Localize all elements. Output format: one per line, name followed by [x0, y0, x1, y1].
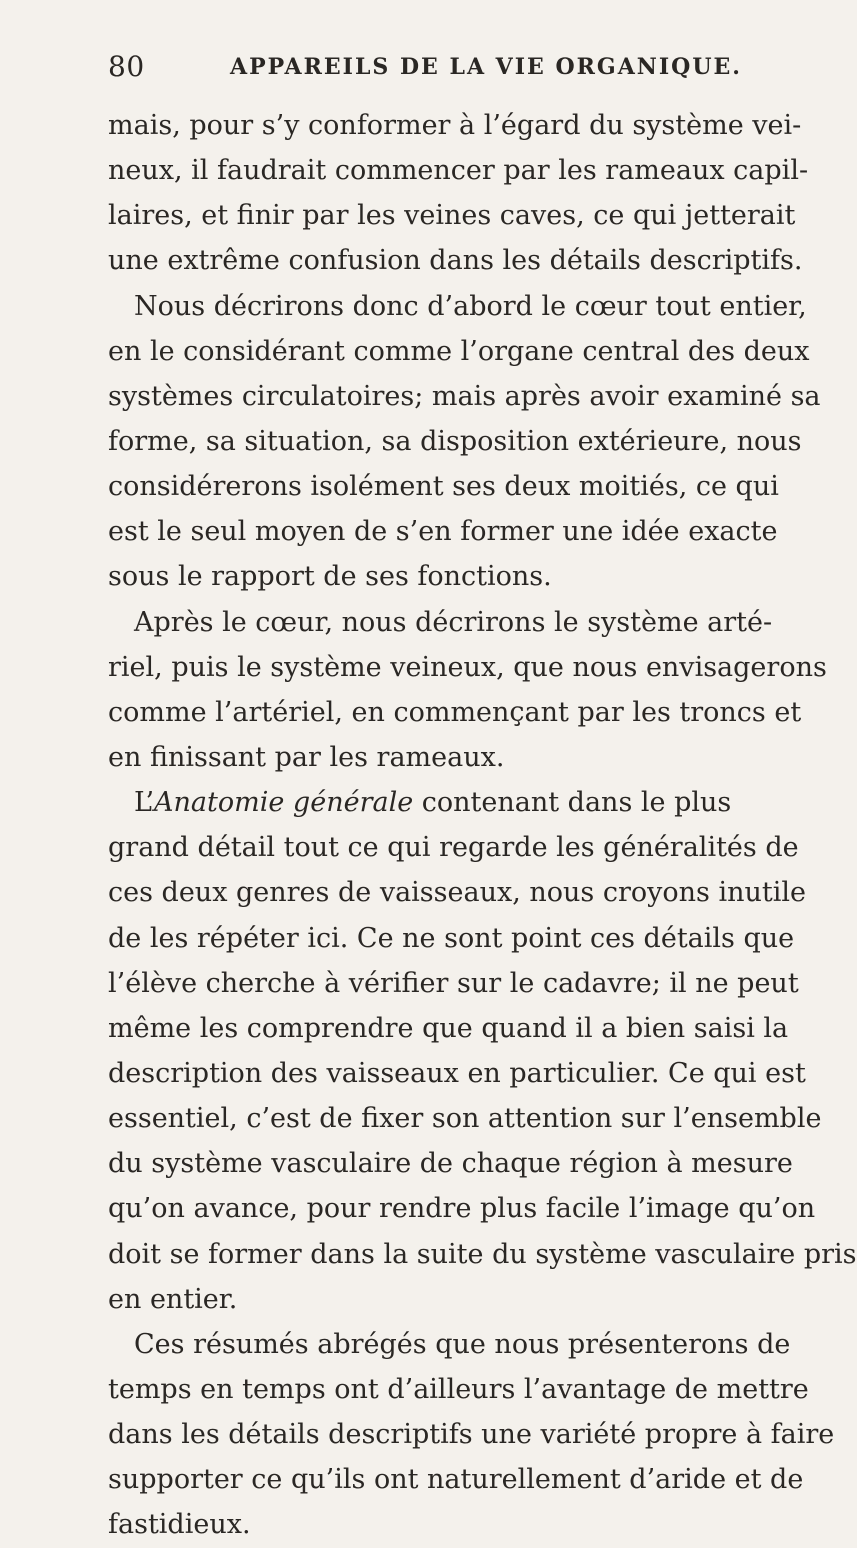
- paragraph-start-line: Après le cœur, nous décrirons le système arté-: [134, 606, 773, 638]
- text-line: du système vasculaire de chaque région à mesure: [108, 1148, 793, 1180]
- text-line: qu’on avance, pour rendre plus facile l’image qu’on: [108, 1193, 816, 1225]
- text-line: supporter ce qu’ils ont naturellement d’aride et de: [108, 1464, 804, 1496]
- text-line: ces deux genres de vaisseaux, nous croyons inutile: [108, 877, 806, 909]
- text-line: une extrême confusion dans les détails descriptifs.: [108, 245, 803, 277]
- paragraph-start-line: Nous décrirons donc d’abord le cœur tout entier,: [134, 290, 807, 322]
- text-line: même les comprendre que quand il a bien saisi la: [108, 1012, 789, 1044]
- text-line: en le considérant comme l’organe central des deux: [108, 335, 810, 367]
- text-line: considérerons isolément ses deux moitiés, ce qui: [108, 471, 779, 503]
- text-line: forme, sa situation, sa disposition extérieure, nous: [108, 425, 802, 457]
- running-head: [108, 50, 808, 90]
- text-line: systèmes circulatoires; mais après avoir examiné sa: [108, 380, 821, 412]
- text-line: dans les détails descriptifs une variété propre à faire: [108, 1419, 835, 1451]
- text-line: sous le rapport de ses fonctions.: [108, 561, 552, 593]
- text-line: grand détail tout ce qui regarde les généralités de: [108, 832, 799, 864]
- running-title: APPAREILS DE LA VIE ORGANIQUE.: [230, 54, 742, 80]
- text-line: l’élève cherche à vérifier sur le cadavre; il ne peut: [108, 967, 799, 999]
- text-line: comme l’artériel, en commençant par les troncs et: [108, 696, 802, 728]
- paragraph-start-line: [108, 780, 808, 825]
- text-line: neux, il faudrait commencer par les rameaux capil-: [108, 155, 809, 187]
- text-line: fastidieux.: [108, 1509, 251, 1541]
- text-line: riel, puis le système veineux, que nous envisagerons: [108, 651, 827, 683]
- text-line: doit se former dans la suite du système vasculaire pris: [108, 1238, 857, 1270]
- text-line: en entier.: [108, 1283, 238, 1315]
- text-line: mais, pour s’y conformer à l’égard du système vei-: [108, 110, 802, 141]
- text-line: essentiel, c’est de fixer son attention sur l’ensemble: [108, 1103, 822, 1135]
- paragraph-start-line: Ces résumés abrégés que nous présenterons de: [134, 1328, 791, 1360]
- body-text: [108, 103, 857, 1548]
- text-line: laires, et finir par les veines caves, ce qui jetterait: [108, 200, 796, 232]
- page-number: 80: [108, 50, 145, 83]
- text-line: est le seul moyen de s’en former une idée exacte: [108, 516, 778, 548]
- line-remainder: contenant dans le plus: [413, 787, 732, 819]
- line-prefix: L’: [134, 787, 155, 819]
- book-title-reference: Anatomie générale: [154, 787, 414, 819]
- text-line: temps en temps ont d’ailleurs l’avantage de mettre: [108, 1373, 809, 1405]
- text-line: en finissant par les rameaux.: [108, 741, 505, 773]
- text-line: description des vaisseaux en particulier. Ce qui est: [108, 1057, 806, 1089]
- text-line: de les répéter ici. Ce ne sont point ces détails que: [108, 922, 795, 954]
